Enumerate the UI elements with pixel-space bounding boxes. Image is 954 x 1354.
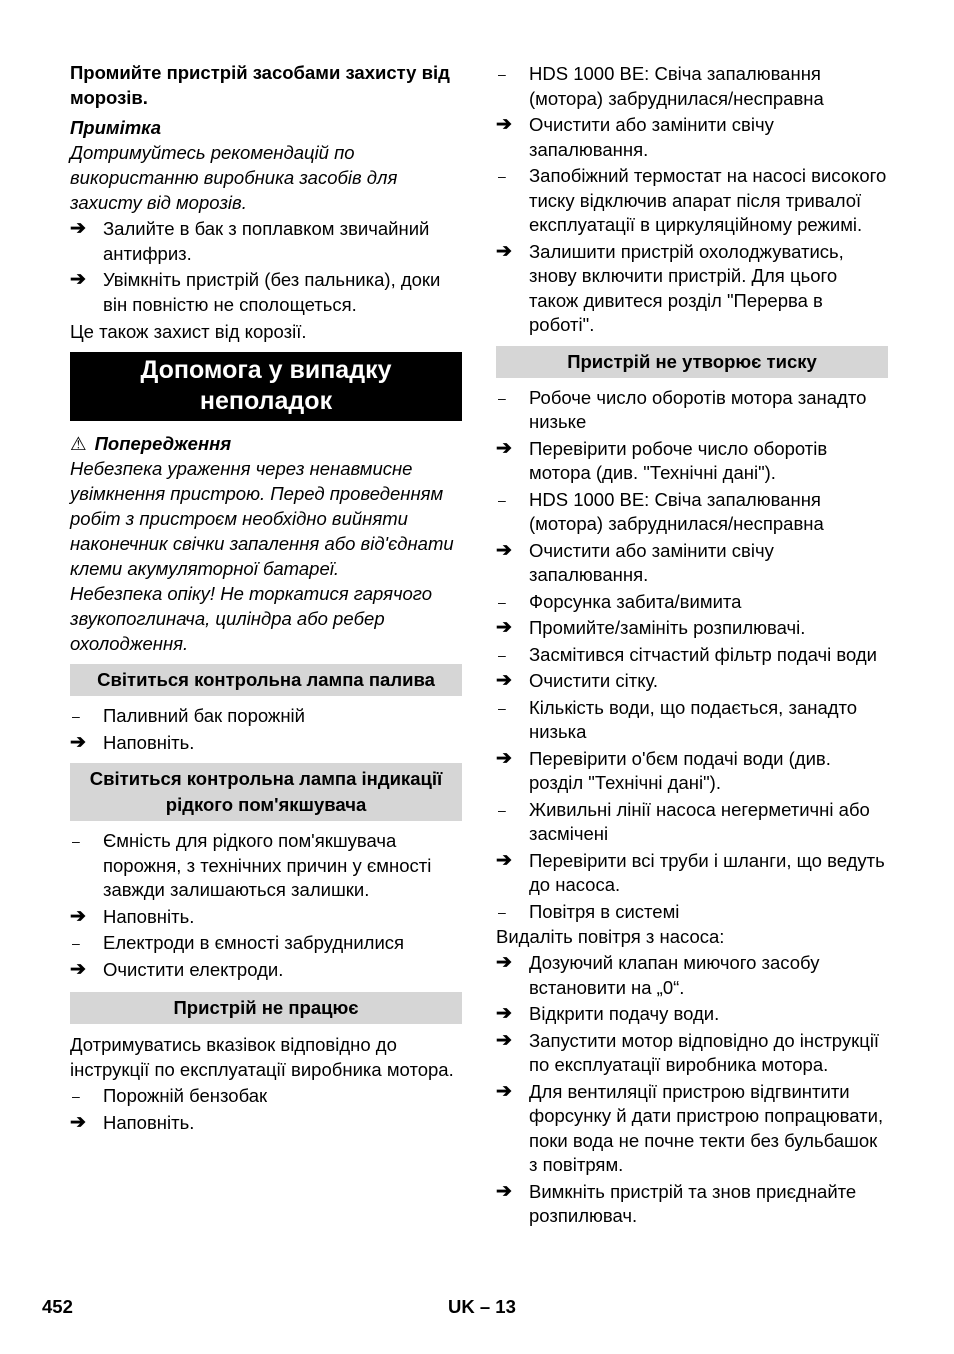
list-item-text: Очистити сітку. — [529, 670, 659, 691]
no-pressure-heading: Пристрій не утворює тиску — [496, 346, 888, 378]
dash-bullet-icon: – — [498, 66, 506, 82]
list-item-text: HDS 1000 BE: Свіча запалювання (мотора) забруднилася/несправна — [529, 488, 824, 534]
list-item-text: Для вентиляції пристрою відгвинтити форсунку й дати пристрою попрацювати, поки вода не почне текти без бульбашок з повітрям. — [529, 1080, 884, 1175]
right-top-list — [496, 62, 888, 338]
arrow-right-icon: ➔ — [70, 905, 86, 927]
arrow-right-icon: ➔ — [496, 437, 512, 459]
warning-title-line — [70, 431, 462, 456]
list-item — [496, 1080, 888, 1178]
arrow-right-icon: ➔ — [496, 617, 512, 638]
list-item-text: Ємність для рідкого пом'якшувача порожня, з технічних причин у ємності завжди залишаються залишки. — [103, 830, 432, 900]
list-item — [70, 704, 462, 729]
list-item-text: Робоче число оборотів мотора занадто низьке — [529, 386, 867, 432]
list-item — [496, 951, 888, 1000]
note-text: Дотримуйтесь рекомендацій по використанню виробника засобів для захисту від морозів. — [70, 142, 398, 213]
list-item — [496, 590, 888, 615]
list-item-text: Перевірити всі труби і шланги, що ведуть до насоса. — [529, 849, 885, 895]
arrow-right-icon: ➔ — [496, 240, 512, 262]
dash-bullet-icon: – — [498, 646, 506, 663]
list-item — [496, 539, 888, 588]
dash-bullet-icon: – — [498, 801, 506, 818]
list-item-text: Вимкніть пристрій та знов приєднайте розпилювач. — [529, 1180, 857, 1226]
list-item — [496, 849, 888, 898]
list-item-text: Запустити мотор відповідно до інструкції по експлуатації виробника мотора. — [529, 1029, 880, 1075]
list-item — [70, 268, 462, 317]
note-title: Примітка — [70, 117, 162, 138]
list-item-text: Наповніть. — [103, 905, 195, 927]
list-item-text: Перевірити о'бєм подачі води (див. розділ "Технічні дані"). — [529, 747, 831, 793]
dash-bullet-icon: – — [498, 389, 506, 406]
list-item — [496, 616, 888, 641]
list-item-text: Очистити електроди. — [103, 958, 284, 980]
list-item-text: Залишити пристрій охолоджуватись, знову включити пристрій. Для цього також дивитеся розділ "Перерва в роботі". — [529, 240, 844, 335]
list-item-text: Засмітився сітчастий фільтр подачі води — [529, 643, 877, 665]
dash-bullet-icon: – — [72, 833, 80, 849]
arrow-right-icon: ➔ — [70, 218, 86, 239]
list-item-text: Форсунка забита/вимита — [529, 590, 742, 612]
list-item-text: Кількість води, що подається, занадто низька — [529, 696, 858, 742]
list-item-text: Очистити або замінити свічу запалювання. — [529, 539, 774, 585]
list-item — [496, 798, 888, 847]
warning-text-1: Небезпека ураження через ненавмисне увімкнення пристрою. Перед проведенням робіт з пристроєм необхідно вийняти наконечник свічки запалення або від'єднати клеми акумуляторної батареї. — [70, 458, 454, 579]
list-item-text: Паливний бак порожній — [103, 705, 305, 726]
arrow-right-icon: ➔ — [496, 1003, 512, 1024]
dash-bullet-icon: – — [72, 708, 80, 724]
list-item — [496, 437, 888, 486]
list-item-text: HDS 1000 BE: Свіча запалювання (мотора) забруднилася/несправна — [529, 63, 824, 109]
arrow-right-icon: ➔ — [70, 731, 86, 753]
arrow-right-icon: ➔ — [70, 958, 86, 980]
list-item — [496, 240, 888, 338]
corrosion-text: Це також захист від корозії. — [70, 321, 307, 342]
list-item — [496, 488, 888, 537]
arrow-right-icon: ➔ — [496, 539, 512, 561]
list-item-text: Дозуючий клапан миючого засобу встановити на „0“. — [529, 952, 820, 998]
antifreeze-steps — [70, 217, 462, 317]
arrow-right-icon: ➔ — [496, 1180, 512, 1202]
list-item — [70, 217, 462, 266]
warning-text-2: Небезпека опіку! Не торкатися гарячого звукопоглинача, циліндра або ребер охолодження. — [70, 583, 433, 654]
arrow-right-icon: ➔ — [496, 670, 512, 691]
dash-bullet-icon: – — [498, 699, 506, 716]
softener-lamp-list — [70, 829, 462, 982]
softener-lamp-heading: Світиться контрольна лампа індикації рідкого пом'якшувача — [70, 763, 462, 821]
arrow-right-icon: ➔ — [496, 747, 512, 769]
fuel-lamp-list — [70, 704, 462, 755]
list-item — [496, 669, 888, 694]
list-item — [496, 643, 888, 668]
list-item-text: Відкрити подачу води. — [529, 1003, 720, 1024]
dash-bullet-icon: – — [498, 903, 506, 920]
dash-bullet-icon: – — [498, 593, 506, 610]
list-item — [496, 696, 888, 745]
not-working-intro: Дотримуватись вказівок відповідно до інструкції по експлуатації виробника мотора. — [70, 1034, 454, 1080]
arrow-right-icon: ➔ — [496, 849, 512, 871]
list-item-text: Промийте/замініть розпилювачі. — [529, 617, 806, 638]
list-item — [70, 958, 462, 983]
list-item-text: Очистити або замінити свічу запалювання. — [529, 114, 774, 160]
right-column — [496, 60, 888, 1229]
list-item — [496, 1180, 888, 1229]
list-item — [496, 900, 888, 925]
list-item-text: Запобіжний термостат на насосі високого тиску відключив апарат після тривалої експлуатації в циркуляційному режимі. — [529, 165, 887, 235]
left-column — [70, 60, 462, 1135]
list-item-text: Живильні лінії насоса негерметичні або засмічені — [529, 798, 870, 844]
list-item-text: Залийте в бак з поплавком звичайний антифриз. — [103, 218, 430, 264]
list-item — [496, 164, 888, 238]
list-item — [70, 829, 462, 903]
no-pressure-list — [496, 386, 888, 925]
list-item-text: Електроди в ємності забруднилися — [103, 932, 405, 953]
list-item — [496, 1002, 888, 1027]
list-item — [70, 931, 462, 956]
list-item-text: Порожній бензобак — [103, 1085, 268, 1106]
dash-bullet-icon: – — [72, 1088, 80, 1104]
warning-title: Попередження — [94, 433, 232, 454]
air-steps-list — [496, 951, 888, 1229]
list-item — [496, 113, 888, 162]
arrow-right-icon: ➔ — [496, 952, 512, 973]
list-item — [70, 731, 462, 756]
list-item-text: Повітря в системі — [529, 900, 680, 922]
list-item-text: Наповніть. — [103, 731, 195, 753]
arrow-right-icon: ➔ — [496, 1029, 512, 1051]
list-item — [496, 386, 888, 435]
main-heading: Допомога у випадку неполадок — [70, 352, 462, 421]
fuel-lamp-heading: Світиться контрольна лампа палива — [70, 664, 462, 696]
list-item — [496, 747, 888, 796]
dash-bullet-icon: – — [498, 168, 506, 184]
list-item-text: Перевірити робоче число оборотів мотора (див. "Технічні дані"). — [529, 437, 828, 483]
list-item — [70, 905, 462, 930]
warning-icon: ⚠ — [70, 433, 87, 454]
dash-bullet-icon: – — [498, 491, 506, 508]
page-number: 452 — [42, 1296, 73, 1317]
arrow-right-icon: ➔ — [70, 269, 86, 290]
section-page-label: UK – 13 — [448, 1296, 516, 1317]
list-item — [70, 1084, 462, 1109]
arrow-right-icon: ➔ — [496, 1080, 512, 1102]
intro-bold-text: Промийте пристрій засобами захисту від морозів. — [70, 62, 450, 108]
list-item — [496, 62, 888, 111]
arrow-right-icon: ➔ — [496, 114, 512, 135]
list-item-text: Увімкніть пристрій (без пальника), доки він повністю не сполощеться. — [103, 269, 441, 315]
list-item-text: Наповніть. — [103, 1111, 195, 1133]
list-item — [70, 1111, 462, 1136]
not-working-heading: Пристрій не працює — [70, 992, 462, 1024]
list-item — [496, 1029, 888, 1078]
air-intro: Видаліть повітря з насоса: — [496, 926, 725, 947]
not-working-list — [70, 1084, 462, 1135]
dash-bullet-icon: – — [72, 935, 80, 951]
arrow-right-icon: ➔ — [70, 1111, 86, 1133]
